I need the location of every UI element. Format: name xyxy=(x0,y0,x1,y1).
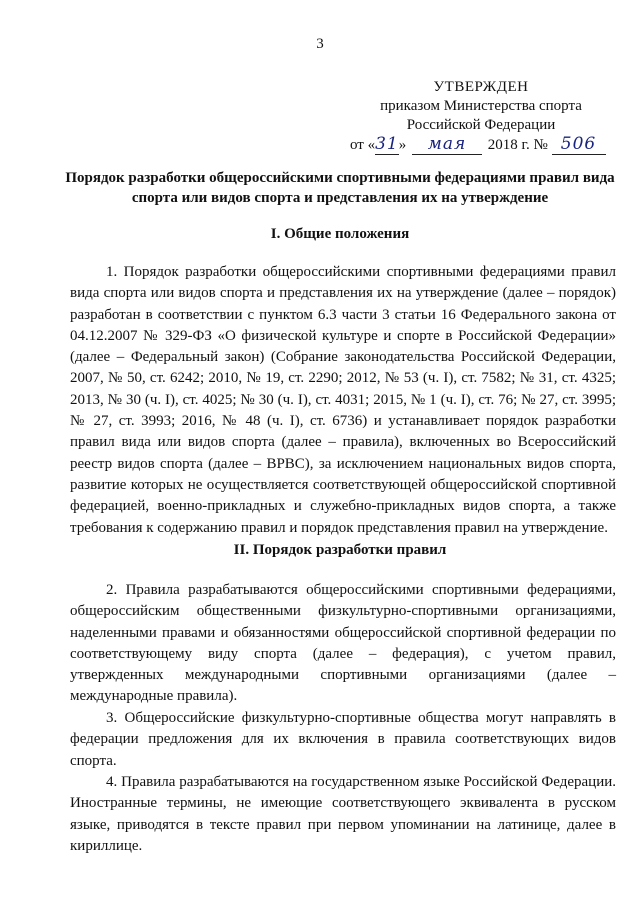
page-number: 3 xyxy=(316,36,324,52)
approval-title: УТВЕРЖДЕН xyxy=(433,79,529,95)
paragraph-1: 1. Порядок разработки общероссийскими спортивными федерациями правил вида спорта или видов спорта и представления их на утверждение (далее – порядок) разработан в соответствии с пунктом 6.3 части 3 статьи 16 Федерального закона от 04.12.2007 № 329-ФЗ «О физической культуре и спорте в Российской Федерации» (далее – Федеральный закон) (Собрание законодательства Российской Федерации, 2007, № 50, ст. 6242; 2010, № 19, ст. 2290; 2012, № 53 (ч. I), ст. 7582; № 31, ст. 4325; 2013, № 30 (ч. I), ст. 4025; № 30 (ч. I), ст. 4031; 2015, № 1 (ч. I), ст. 76; № 27, ст. 3995; № 27, ст. 3993; 2016, № 48 (ч. I), ст. 6736) и устанавливает порядок разработки правил вида или видов спорта (далее – правила), включенных во Всероссийский реестр видов спорта (далее – ВРВС), за исключением национальных видов спорта, развитие которых не осуществляется соответствующей общероссийской спортивной федерацией, военно-прикладных и служебно-прикладных видов спорта, а также требования к содержанию правил и порядок представления правил на утверждение. xyxy=(70,264,616,536)
handwritten-day: 31 xyxy=(375,134,399,154)
paragraph-3: 3. Общероссийские физкультурно-спортивные общества могут направлять в федерации предложения для их включения в правила соответствующих видов спорта. xyxy=(70,710,616,769)
date-day-suffix: » xyxy=(398,137,407,153)
paragraph-4: 4. Правила разрабатываются на государственном языке Российской Федерации. Иностранные термины, не имеющие соответствующего эквивалента в русском языке, приводятся в тексте правил при первом упоминании на латинице, далее в кириллице. xyxy=(70,774,616,854)
date-prefix: от « xyxy=(350,137,376,153)
document-title: Порядок разработки общероссийскими спортивными федерациями правил вида спорта или видов спорта и представления их на утверждение xyxy=(65,170,615,206)
section-heading-rules-development: II. Порядок разработки правил xyxy=(233,542,447,558)
approval-block xyxy=(336,78,626,155)
handwritten-order-number: 506 xyxy=(552,135,606,155)
approval-line-1: приказом Министерства спорта xyxy=(380,98,582,114)
section-heading-general: I. Общие положения xyxy=(270,226,410,242)
approval-line-2: Российской Федерации xyxy=(406,117,556,133)
date-year-label: 2018 г. № xyxy=(487,137,548,153)
approval-date-line xyxy=(336,135,626,155)
handwritten-month: мая xyxy=(412,135,482,155)
paragraph-2: 2. Правила разрабатываются общероссийскими спортивными федерациями, общероссийским общественными физкультурно-спортивными организациями, наделенными правами и обязанностями общероссийской спортивной федерации по соответствующему виду спорта (далее – федерация), с учетом правил, утвержденных международными спортивными организациями (далее – международные правила). xyxy=(70,582,616,705)
